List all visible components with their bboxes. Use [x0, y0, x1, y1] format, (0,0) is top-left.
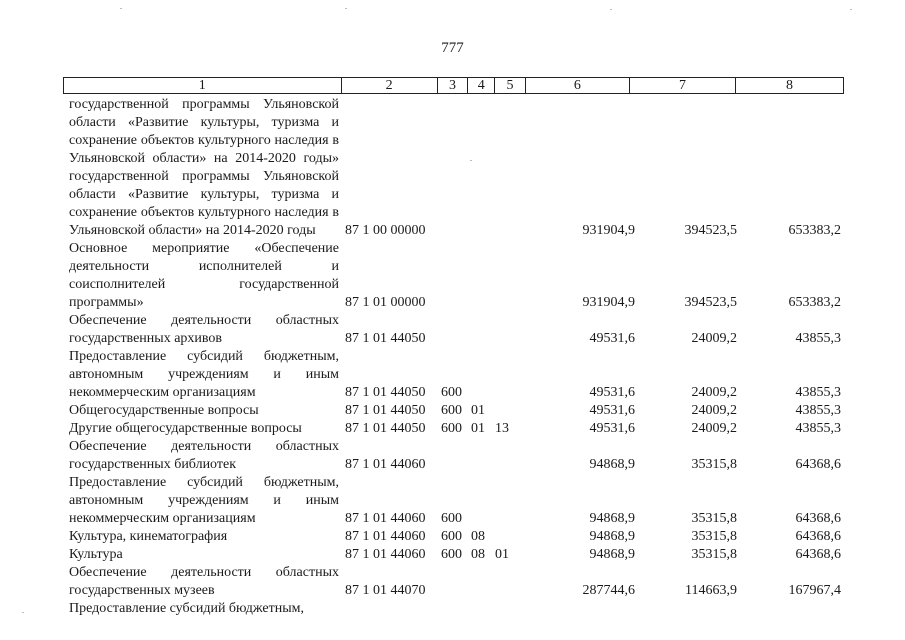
row-value-7: 394523,5 [684, 223, 737, 238]
scan-speck [610, 9, 612, 10]
row-code: 87 1 01 44060 [345, 511, 426, 526]
row-value-8: 64368,6 [795, 457, 841, 472]
table-row [63, 564, 844, 600]
row-name: Основное мероприятие «Обеспечение деятельности исполнителей и соисполнителей государственной программы» [69, 241, 339, 310]
row-code: 87 1 01 44050 [345, 421, 426, 436]
row-vr: 600 [441, 511, 462, 526]
row-value-6: 49531,6 [589, 385, 635, 400]
row-vr: 600 [441, 421, 462, 436]
row-value-8: 167967,4 [788, 583, 841, 598]
row-vr: 600 [441, 385, 462, 400]
row-value-6: 49531,6 [589, 331, 635, 346]
row-value-7: 394523,5 [684, 295, 737, 310]
row-pr: 01 [495, 547, 509, 562]
row-code: 87 1 00 00000 [345, 223, 426, 238]
row-name: Предоставление субсидий бюджетным, автономным учреждениям и иным некоммерческим организациям [69, 349, 339, 400]
row-value-7: 24009,2 [691, 421, 737, 436]
table-row [63, 600, 844, 618]
row-value-8: 653383,2 [788, 223, 841, 238]
row-value-6: 94868,9 [589, 511, 635, 526]
row-value-8: 653383,2 [788, 295, 841, 310]
row-value-8: 43855,3 [795, 403, 841, 418]
row-value-6: 287744,6 [582, 583, 635, 598]
row-value-8: 64368,6 [795, 529, 841, 544]
table-row [63, 438, 844, 474]
row-pr: 13 [495, 421, 509, 436]
table-row [63, 546, 844, 564]
row-rz: 08 [471, 547, 485, 562]
row-name: Предоставление субсидий бюджетным, [69, 601, 305, 616]
row-value-7: 24009,2 [691, 403, 737, 418]
row-code: 87 1 01 44060 [345, 547, 426, 562]
row-name: государственной программы Ульяновской области «Развитие культуры, туризма и сохранение объектов культурного наследия в Ульяновской области» на 2014-2020 годы» государственной программы Ульяновской области «Развитие культуры, туризма и сохранение объектов культурного наследия в Ульяновской области» на 2014-2020 годы [69, 97, 339, 238]
row-code: 87 1 01 44060 [345, 457, 426, 472]
row-name: Предоставление субсидий бюджетным, автономным учреждениям и иным некоммерческим организациям [69, 475, 339, 526]
table-row [63, 474, 844, 528]
row-value-7: 114663,9 [685, 583, 737, 598]
header-col-1: 1 [198, 78, 206, 93]
header-col-7: 7 [629, 78, 735, 93]
row-value-6: 931904,9 [582, 295, 635, 310]
table-row [63, 528, 844, 546]
row-code: 87 1 01 44050 [345, 403, 426, 418]
scan-speck [120, 8, 122, 9]
row-rz: 01 [471, 403, 485, 418]
row-value-8: 43855,3 [795, 331, 841, 346]
table-row [63, 240, 844, 312]
header-col-6: 6 [525, 78, 629, 93]
header-col-2: 2 [341, 78, 437, 93]
scan-speck [345, 8, 347, 9]
row-vr: 600 [441, 403, 462, 418]
row-rz: 01 [471, 421, 485, 436]
table-row [63, 348, 844, 402]
row-code: 87 1 01 00000 [345, 295, 426, 310]
row-value-7: 35315,8 [691, 529, 737, 544]
scan-speck [850, 9, 852, 10]
header-col-5: 5 [494, 78, 525, 93]
table-row [63, 96, 844, 240]
header-col-8: 8 [735, 78, 843, 93]
scan-speck [470, 160, 472, 161]
table-row [63, 402, 844, 420]
row-name: Культура, кинематография [69, 529, 228, 544]
row-code: 87 1 01 44050 [345, 385, 426, 400]
row-name: Другие общегосударственные вопросы [69, 421, 302, 436]
table-row [63, 312, 844, 348]
budget-table-body [63, 96, 844, 618]
header-col-3: 3 [437, 78, 468, 93]
row-code: 87 1 01 44060 [345, 529, 426, 544]
scan-speck [22, 612, 24, 613]
row-value-6: 49531,6 [589, 421, 635, 436]
row-rz: 08 [471, 529, 485, 544]
row-value-8: 64368,6 [795, 511, 841, 526]
table-header-row [63, 77, 844, 94]
row-name: Общегосударственные вопросы [69, 403, 259, 418]
row-name: Обеспечение деятельности областных государственных библиотек [69, 439, 339, 472]
row-code: 87 1 01 44050 [345, 331, 426, 346]
row-value-8: 43855,3 [795, 385, 841, 400]
header-col-4: 4 [467, 78, 494, 93]
row-value-7: 24009,2 [691, 331, 737, 346]
table-row [63, 420, 844, 438]
row-vr: 600 [441, 529, 462, 544]
row-value-6: 94868,9 [589, 547, 635, 562]
row-value-6: 94868,9 [589, 457, 635, 472]
row-value-7: 35315,8 [691, 511, 737, 526]
row-value-8: 64368,6 [795, 547, 841, 562]
row-value-7: 24009,2 [691, 385, 737, 400]
row-vr: 600 [441, 547, 462, 562]
row-value-7: 35315,8 [691, 457, 737, 472]
row-value-6: 94868,9 [589, 529, 635, 544]
row-name: Культура [69, 547, 123, 562]
row-value-6: 931904,9 [582, 223, 635, 238]
row-code: 87 1 01 44070 [345, 583, 426, 598]
row-value-6: 49531,6 [589, 403, 635, 418]
row-value-8: 43855,3 [795, 421, 841, 436]
row-name: Обеспечение деятельности областных государственных музеев [69, 565, 339, 598]
page-number: 777 [441, 40, 464, 56]
row-name: Обеспечение деятельности областных государственных архивов [69, 313, 339, 346]
row-value-7: 35315,8 [691, 547, 737, 562]
